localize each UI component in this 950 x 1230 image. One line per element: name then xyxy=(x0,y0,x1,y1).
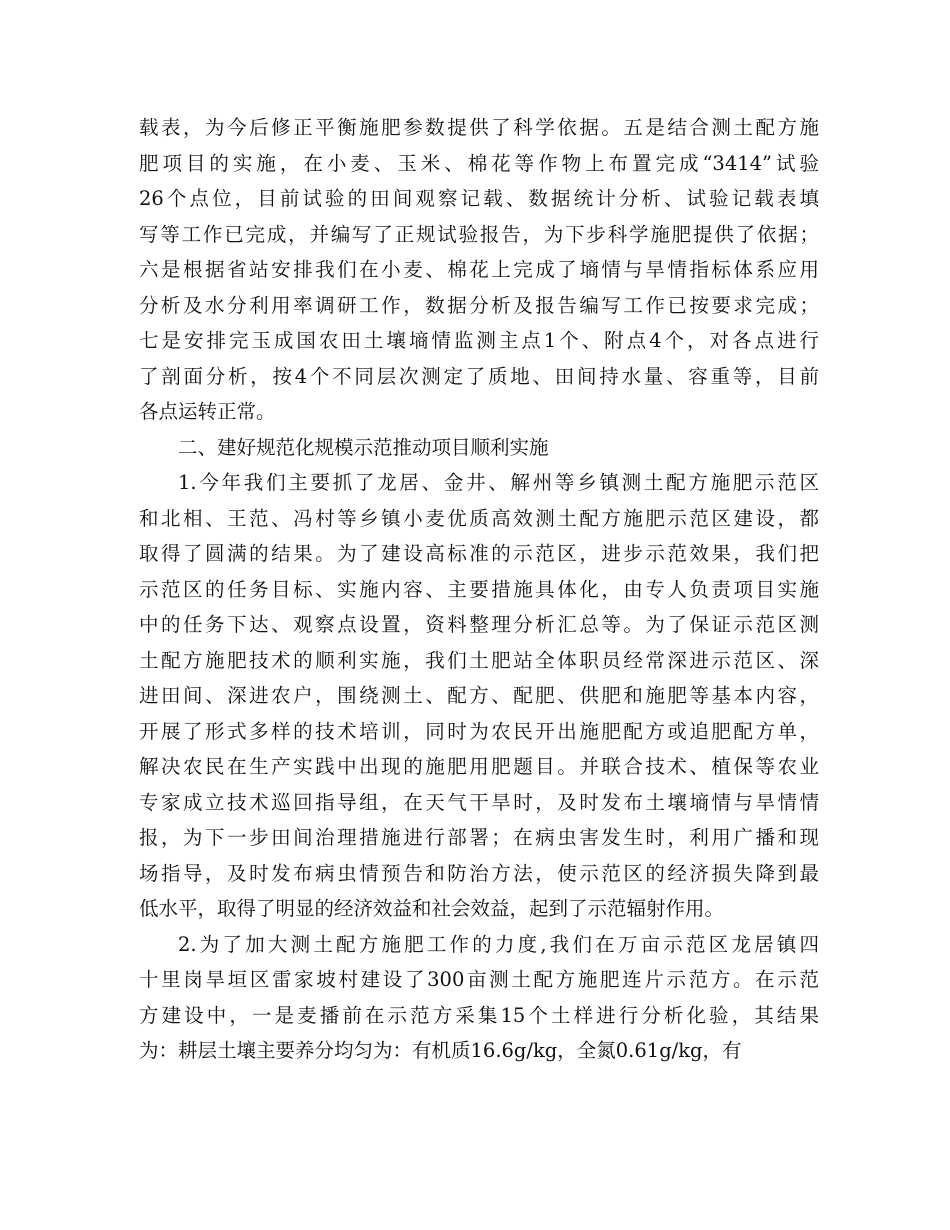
text-line: 肥项目的实施，在小麦、玉米、棉花等作物上布置完成“3414”试验 xyxy=(139,151,819,175)
paragraph xyxy=(139,465,819,927)
text-line: 报，为下一步田间治理措施进行部署；在病虫害发生时，利用广播和现 xyxy=(139,826,819,849)
text-line: 了剖面分析，按4个不同层次测定了质地、田间持水量、容重等，目前 xyxy=(139,364,819,388)
text-line: 写等工作已完成，并编写了正规试验报告，为下步科学施肥提供了依据； xyxy=(139,222,819,246)
text-line: 二、建好规范化规模示范推动项目顺利实施 xyxy=(178,435,549,459)
text-line: 为：耕层土壤主要养分均匀为：有机质16.6g/kg，全氮0.61g/kg，有 xyxy=(139,1039,742,1062)
text-line: 26个点位，目前试验的田间观察记载、数据统计分析、试验记载表填 xyxy=(139,187,819,210)
text-line: 开展了形式多样的技术培训，同时为农民开出施肥配方或追肥配方单， xyxy=(139,719,819,743)
text-line: 示范区的任务目标、实施内容、主要措施具体化，由专人负责项目实施 xyxy=(139,577,819,601)
text-line: 分析及水分利用率调研工作，数据分析及报告编写工作已按要求完成； xyxy=(139,293,819,317)
text-line: 取得了圆满的结果。为了建设高标准的示范区，进步示范效果，我们把 xyxy=(139,542,819,565)
text-line: 进田间、深进农户，围绕测土、配方、配肥、供肥和施肥等基本内容， xyxy=(139,684,819,707)
text-line: 六是根据省站安排我们在小麦、棉花上完成了墒情与旱情指标体系应用 xyxy=(139,258,819,281)
text-line: 土配方施肥技术的顺利实施，我们土肥站全体职员经常深进示范区、深 xyxy=(139,648,819,672)
text-line: 十里岗旱垣区雷家坡村建设了300亩测土配方施肥连片示范方。在示范 xyxy=(139,968,819,991)
text-line: 2.为了加大测土配方施肥工作的力度,我们在万亩示范区龙居镇四 xyxy=(178,932,819,956)
text-line: 解决农民在生产实践中出现的施肥用肥题目。并联合技术、植保等农业 xyxy=(139,755,819,778)
text-line: 场指导，及时发布病虫情预告和防治方法，使示范区的经济损失降到最 xyxy=(139,861,819,885)
text-line: 方建设中，一是麦播前在示范方采集15个土样进行分析化验，其结果 xyxy=(139,1003,819,1027)
document-body xyxy=(139,110,819,1069)
text-line: 1.今年我们主要抓了龙居、金井、解州等乡镇测土配方施肥示范区 xyxy=(178,471,819,494)
text-line: 低水平，取得了明显的经济效益和社会效益，起到了示范辐射作用。 xyxy=(139,897,725,920)
text-line: 七是安排完玉成国农田土壤墒情监测主点1个、附点4个，对各点进行 xyxy=(139,329,819,352)
text-line: 和北相、王范、冯村等乡镇小麦优质高效测土配方施肥示范区建设，都 xyxy=(139,506,819,530)
section-heading xyxy=(139,430,819,466)
text-line: 各点运转正常。 xyxy=(139,400,276,423)
text-line: 中的任务下达、观察点设置，资料整理分析汇总等。为了保证示范区测 xyxy=(139,613,819,636)
text-line: 载表，为今后修正平衡施肥参数提供了科学依据。五是结合测土配方施 xyxy=(139,116,819,139)
paragraph xyxy=(139,927,819,1069)
paragraph xyxy=(139,110,819,430)
text-line: 专家成立技术巡回指导组，在天气干旱时，及时发布土壤墒情与旱情情 xyxy=(139,790,819,814)
